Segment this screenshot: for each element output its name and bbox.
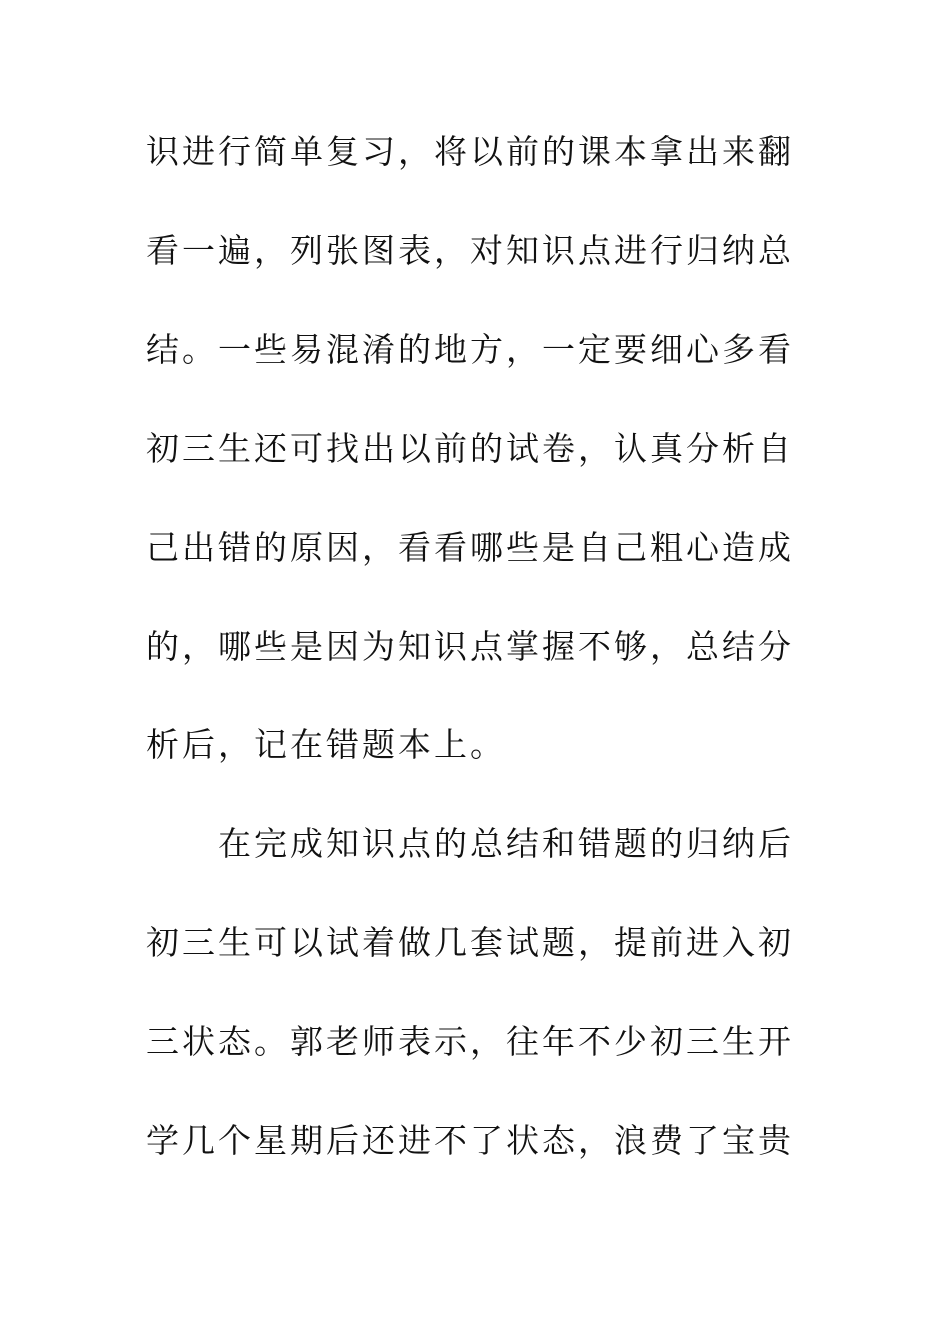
- text-line: 析后，记在错题本上。: [146, 725, 506, 764]
- text-line: 学几个星期后还进不了状态，浪费了宝贵: [146, 1121, 794, 1160]
- text-line: 初三生可以试着做几套试题，提前进入初: [146, 923, 794, 962]
- text-line: 识进行简单复习，将以前的课本拿出来翻: [146, 132, 794, 171]
- text-line: 看一遍，列张图表，对知识点进行归纳总: [146, 231, 794, 270]
- paragraph-first-line: 在完成知识点的总结和错题的归纳后: [218, 824, 794, 863]
- text-line: 的，哪些是因为知识点掌握不够，总结分: [146, 627, 794, 666]
- text-line: 初三生还可找出以前的试卷，认真分析自: [146, 429, 794, 468]
- text-line: 结。一些易混淆的地方，一定要细心多看: [146, 330, 794, 369]
- text-line: 己出错的原因，看看哪些是自己粗心造成: [146, 528, 794, 567]
- text-line: 三状态。郭老师表示，往年不少初三生开: [146, 1022, 794, 1061]
